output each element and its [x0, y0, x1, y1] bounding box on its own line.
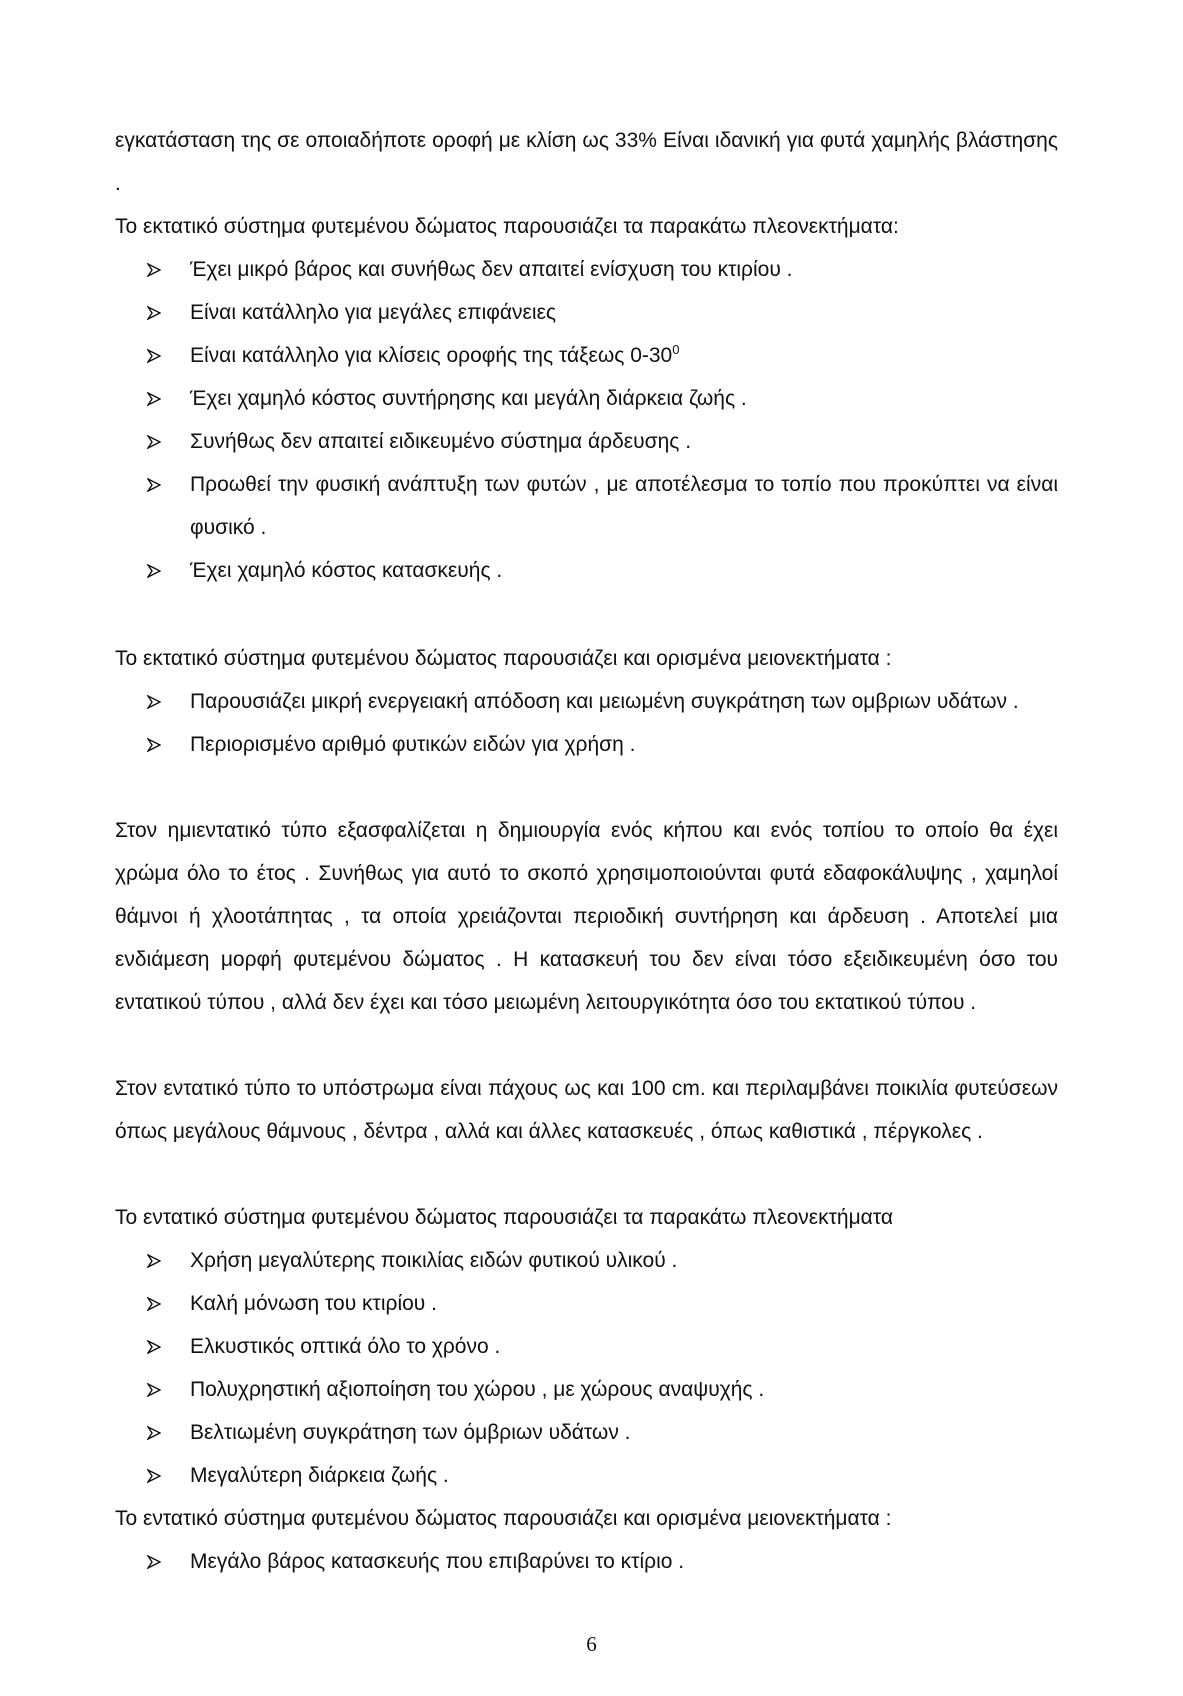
degree-superscript: 0 [672, 342, 680, 357]
arrowhead-bullet-icon [147, 1411, 163, 1454]
list-item: Έχει χαμηλό κόστος συντήρησης και μεγάλη διάρκεια ζωής . [115, 377, 1058, 420]
list-item: Μεγαλύτερη διάρκεια ζωής . [115, 1454, 1058, 1497]
intensive-disadvantages-intro: Το εντατικό σύστημα φυτεμένου δώματος παρουσιάζει και ορισμένα μειονεκτήματα : [115, 1507, 892, 1530]
arrowhead-bullet-icon [147, 723, 163, 766]
semi-intensive-paragraph: Στον ημιεντατικό τύπο εξασφαλίζεται η δημιουργία ενός κήπου και ενός τοπίου το οποίο θα έχει χρώμα όλο το έτος . Συνήθως για αυτό το σκοπό χρησιμοποιούνται φυτά εδαφοκάλυψης , χαμηλοί θάμνοι ή χλοοτάπητας , τα οποία χρειάζονται περιοδική συντήρηση και άρδευση . Αποτελεί μια ενδιάμεση μορφή φυτεμένου δώματος . Η κατασκευή του δεν είναι τόσο εξειδικευμένη όσο του εντατικού τύπου , αλλά δεν έχει και τόσο μειωμένη λειτουργικότητα όσο του εκτατικού τύπου . [115, 819, 1058, 1014]
arrowhead-bullet-icon [147, 1282, 163, 1325]
list-item: Βελτιωμένη συγκράτηση των όμβριων υδάτων . [115, 1411, 1058, 1454]
list-item: Μεγάλο βάρος κατασκευής που επιβαρύνει το κτίριο . [115, 1540, 1058, 1583]
arrowhead-bullet-icon [147, 1325, 163, 1368]
extensive-advantages-list [115, 248, 1058, 592]
intensive-advantages-list [115, 1239, 1058, 1497]
list-item: Ελκυστικός οπτικά όλο το χρόνο . [115, 1325, 1058, 1368]
arrowhead-bullet-icon [147, 680, 163, 723]
intro-paragraph: εγκατάσταση της σε οποιαδήποτε οροφή με κλίση ως 33% Είναι ιδανική για φυτά χαμηλής βλάστησης . [115, 129, 1058, 195]
list-item: Παρουσιάζει μικρή ενεργειακή απόδοση και μειωμένη συγκράτηση των ομβριων υδάτων . [115, 680, 1058, 723]
list-item: Πολυχρηστική αξιοποίηση του χώρου , με χώρους αναψυχής . [115, 1368, 1058, 1411]
list-item: Προωθεί την φυσική ανάπτυξη των φυτών , με αποτέλεσμα το τοπίο που προκύπτει να είναι φυσικό . [115, 463, 1058, 549]
arrowhead-bullet-icon [147, 248, 163, 291]
list-item: Έχει χαμηλό κόστος κατασκευής . [115, 549, 1058, 592]
list-item: Συνήθως δεν απαιτεί ειδικευμένο σύστημα άρδευσης . [115, 420, 1058, 463]
arrowhead-bullet-icon [147, 377, 163, 420]
arrowhead-bullet-icon [147, 549, 163, 592]
intensive-disadvantages-list [115, 1540, 1058, 1583]
list-item: Περιορισμένο αριθμό φυτικών ειδών για χρήση . [115, 723, 1058, 766]
arrowhead-bullet-icon [147, 463, 163, 506]
intensive-paragraph: Στον εντατικό τύπο το υπόστρωμα είναι πάχους ως και 100 cm. και περιλαμβάνει ποικιλία φυτεύσεων όπως μεγάλους θάμνους , δέντρα , αλλά και άλλες κατασκευές , όπως καθιστικά , πέργκολες . [115, 1077, 1058, 1143]
list-item: Είναι κατάλληλο για κλίσεις οροφής της τάξεως $0-30^0$ [115, 334, 1058, 377]
extensive-disadvantages-intro: Το εκτατικό σύστημα φυτεμένου δώματος παρουσιάζει και ορισμένα μειονεκτήματα : [115, 647, 892, 670]
arrowhead-bullet-icon [147, 1454, 163, 1497]
arrowhead-bullet-icon [147, 1239, 163, 1282]
arrowhead-bullet-icon [147, 1540, 163, 1583]
extensive-disadvantages-list [115, 680, 1058, 766]
list-item: Καλή μόνωση του κτιρίου . [115, 1282, 1058, 1325]
list-item: Είναι κατάλληλο για μεγάλες επιφάνειες [115, 291, 1058, 334]
arrowhead-bullet-icon [147, 291, 163, 334]
arrowhead-bullet-icon [147, 334, 163, 377]
arrowhead-bullet-icon [147, 1368, 163, 1411]
list-item: Χρήση μεγαλύτερης ποικιλίας ειδών φυτικού υλικού . [115, 1239, 1058, 1282]
page-number: 6 [586, 1632, 597, 1656]
list-item: Έχει μικρό βάρος και συνήθως δεν απαιτεί ενίσχυση του κτιρίου . [115, 248, 1058, 291]
extensive-advantages-intro: Το εκτατικό σύστημα φυτεμένου δώματος παρουσιάζει τα παρακάτω πλεονεκτήματα: [115, 215, 899, 238]
intensive-advantages-intro: Το εντατικό σύστημα φυτεμένου δώματος παρουσιάζει τα παρακάτω πλεονεκτήματα [115, 1206, 893, 1229]
arrowhead-bullet-icon [147, 420, 163, 463]
